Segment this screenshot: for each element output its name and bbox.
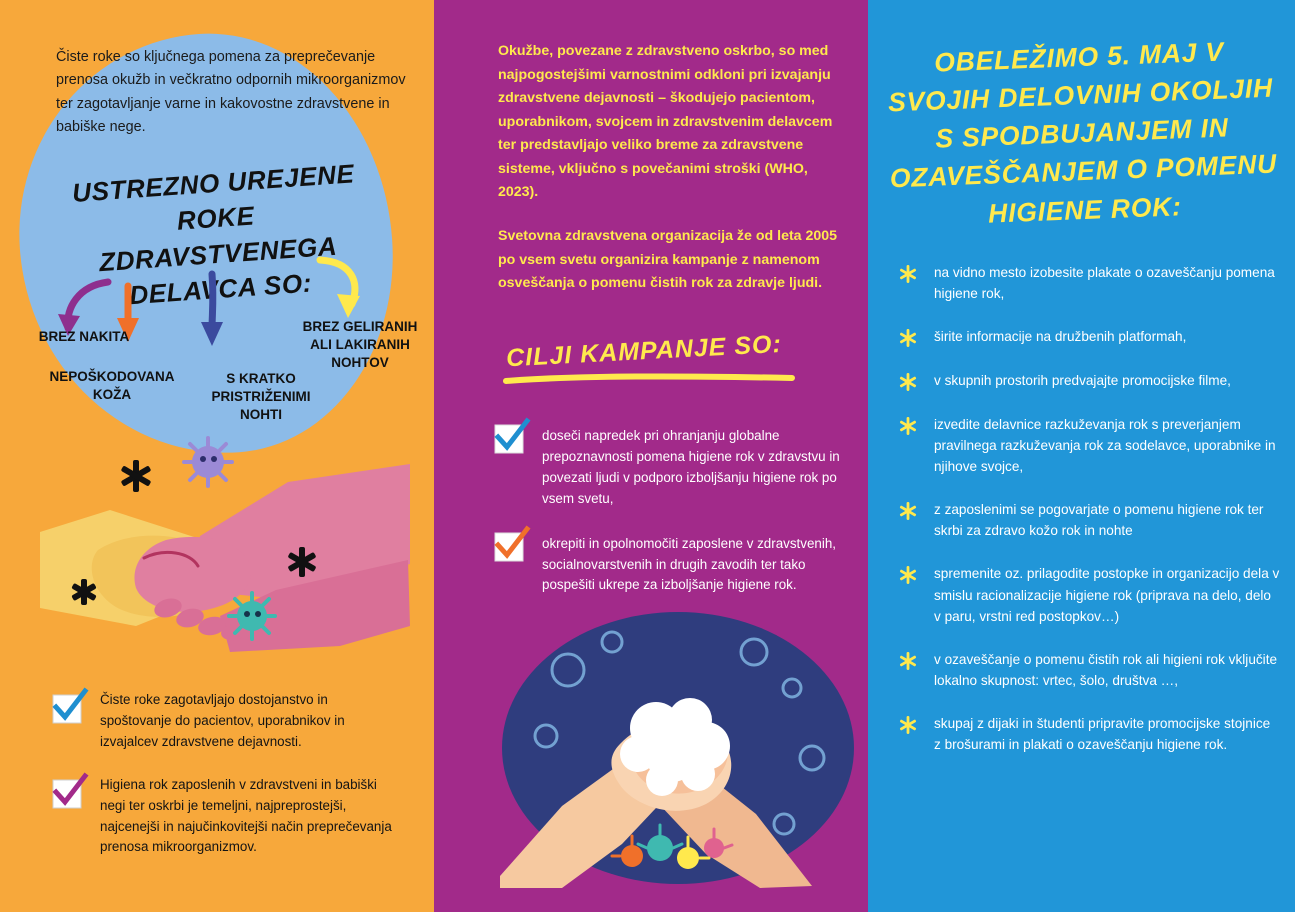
list-item-text: skupaj z dijaki in študenti pripravite promocijske stojnice z brošurami in plakati o ozaveščanju higiene rok. bbox=[934, 715, 1271, 752]
list-item bbox=[898, 713, 1280, 755]
left-heading: USTREZNO UREJENE ROKE ZDRAVSTVENEGA DELAVCA SO: bbox=[71, 158, 356, 311]
handwashing-illustration bbox=[492, 608, 862, 888]
list-item bbox=[494, 420, 846, 510]
left-intro-text: Čiste roke so ključnega pomena za preprečevanje prenosa okužb in večkratno odpornih mikroorganizmov ter zagotavljanje varne in kakovostne zdravstvene in babiške nege. bbox=[56, 49, 406, 135]
asterisk-icon bbox=[898, 416, 918, 436]
list-item-text: v skupnih prostorih predvajajte promocijske filme, bbox=[934, 373, 1231, 389]
checkbox-blue-icon bbox=[494, 420, 528, 454]
goals-title: CILJI KAMPANJE SO: bbox=[505, 329, 783, 373]
list-item bbox=[52, 690, 402, 753]
asterisk-icon bbox=[898, 651, 918, 671]
list-item bbox=[898, 262, 1280, 304]
left-check-list bbox=[52, 690, 402, 880]
list-item-text: v ozaveščanje o pomenu čistih rok ali higieni rok vključite lokalno skupnost: vrtec, šolo, društva …, bbox=[934, 651, 1278, 688]
goal-text: okrepiti in opolnomočiti zaposlene v zdravstvenih, socialnovarstvenih in drugih zavodih ter tako pospešiti ukrepe za izboljšanje higiene rok. bbox=[542, 535, 837, 593]
checkbox-orange-icon bbox=[494, 528, 528, 562]
goal-text: doseči napredek pri ohranjanju globalne prepoznavnosti pomena higiene rok v zdravstvu in povezati ljudi v podporo izboljšanju higiene rok po vsem svetu, bbox=[542, 428, 840, 506]
list-item bbox=[898, 563, 1280, 626]
list-item bbox=[898, 499, 1280, 541]
right-panel-title: OBELEŽIMO 5. MAJ V SVOJIH DELOVNIH OKOLJIH S SPODBUJANJEM IN OZAVEŠČANJEM O POMENU HIGIENE ROK: bbox=[887, 36, 1278, 229]
list-item-text: na vidno mesto izobesite plakate o ozaveščanju pomena higiene rok, bbox=[934, 265, 1275, 302]
checkbox-blue-icon bbox=[52, 690, 86, 724]
asterisk-icon bbox=[898, 501, 918, 521]
asterisk-icon bbox=[898, 264, 918, 284]
label-intact-skin: NEPOŠKODOVANA KOŽA bbox=[49, 369, 175, 402]
list-item bbox=[898, 326, 1280, 348]
title-underline bbox=[504, 374, 794, 384]
list-item-text: širite informacije na družbenih platformah, bbox=[934, 329, 1187, 345]
list-item bbox=[898, 414, 1280, 477]
middle-paragraph-2: Svetovna zdravstvena organizacija že od leta 2005 po vsem svetu organizira kampanje z namenom osveščanja o pomenu čistih rok za zdravje ljudi. bbox=[498, 227, 838, 292]
list-item bbox=[898, 370, 1280, 392]
handshake-illustration bbox=[40, 440, 410, 670]
label-no-jewelry: BREZ NAKITA bbox=[38, 329, 130, 344]
middle-paragraph-1: Okužbe, povezane z zdravstveno oskrbo, so med najpogostejšimi varnostnimi odkloni pri izvajanju zdravstvene dejavnosti – škodujejo pacientom, uporabnikom, svojcem in zdravstvenim delavcem ter predstavljajo veliko breme za zdravstvene sisteme, vključno s povečanimi stroški (WHO, 2023). bbox=[498, 43, 833, 201]
list-item-text: izvedite delavnice razkuževanja rok s preverjanjem pravilnega razkuževanja rok za sodelavce, uporabnike in njihove svojce, bbox=[934, 417, 1276, 475]
check-text: Higiena rok zaposlenih v zdravstveni in babiški negi ter oskrbi je temeljni, najpreprostejši, najcenejši in najučinkovitejši način preprečevanja prenosa mikroorganizmov. bbox=[100, 776, 392, 855]
list-item-text: spremenite oz. prilagodite postopke in organizacijo dela v smislu racionalizacije higiene rok (priprava na delo, delo v paru, vrstni red postopkov…) bbox=[934, 566, 1280, 624]
label-short-nails: S KRATKO PRISTRIŽENIMI NOHTI bbox=[211, 371, 311, 422]
asterisk-icon bbox=[898, 372, 918, 392]
asterisk-icon bbox=[898, 715, 918, 735]
list-item bbox=[494, 528, 846, 597]
asterisk-icon bbox=[898, 328, 918, 348]
label-no-gel-nails: BREZ GELIRANIH ALI LAKIRANIH NOHTOV bbox=[302, 319, 418, 370]
list-item bbox=[898, 649, 1280, 691]
list-item-text: z zaposlenimi se pogovarjate o pomenu higiene rok ter skrbi za zdravo kožo rok in nohte bbox=[934, 502, 1264, 539]
checkbox-purple-icon bbox=[52, 775, 86, 809]
goals-list bbox=[494, 420, 846, 614]
right-action-list bbox=[898, 262, 1280, 777]
list-item bbox=[52, 775, 402, 859]
check-text: Čiste roke zagotavljajo dostojanstvo in spoštovanje do pacientov, uporabnikov in izvajalcev zdravstvene dejavnosti. bbox=[100, 692, 345, 749]
virus-icon-teal bbox=[229, 593, 275, 639]
asterisk-icon bbox=[898, 565, 918, 585]
middle-paragraphs bbox=[498, 40, 838, 316]
